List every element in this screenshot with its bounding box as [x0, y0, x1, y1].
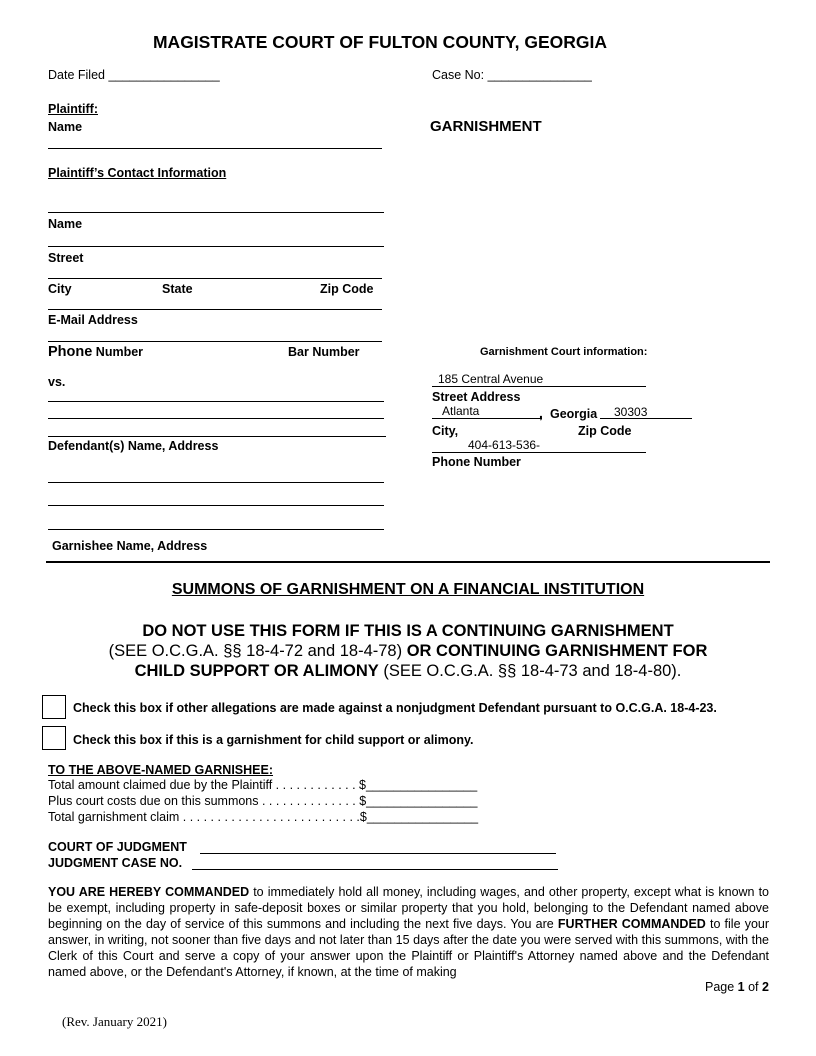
page-number: Page 1 of 2 [705, 980, 769, 994]
warning-line-2: (SEE O.C.G.A. §§ 18-4-72 and 18-4-78) OR CONTINUING GARNISHMENT FOR [108, 642, 708, 660]
defendant-line-1[interactable] [48, 401, 384, 402]
email-label: E-Mail Address [48, 313, 138, 327]
date-filed: Date Filed ________________ [48, 68, 220, 82]
court-street-value: 185 Central Avenue [438, 372, 544, 386]
street-field[interactable] [48, 246, 384, 247]
court-info-heading: Garnishment Court information: [480, 346, 648, 358]
court-phone-value: 404-613-536- [468, 438, 541, 452]
city-label: City [48, 282, 72, 296]
zip-label: Zip Code [320, 282, 374, 296]
court-title: MAGISTRATE COURT OF FULTON COUNTY, GEORGIA [152, 32, 608, 52]
defendant-label: Defendant(s) Name, Address [48, 439, 219, 453]
court-zip-label: Zip Code [578, 424, 632, 438]
warning-line-1: DO NOT USE THIS FORM IF THIS IS A CONTINUING GARNISHMENT [142, 622, 674, 640]
command-paragraph: YOU ARE HEREBY COMMANDED to immediately hold all money, including wages, and other property, except what is known to be exempt, including property in safe-deposit boxes or similar property that you hold, belonging to the Defendant named above beginning on the day of service of this summons and including the next five days. You are FURTHER COMMANDED to file your answer, in writing, not sooner than five days and not later than 15 days after the date you were served with this summons, with the Clerk of this Court and serve a copy of your answer upon the Plaintiff or Plaintiff's Attorney named above and the Defendant named above, or the Defendant's Attorney, if known, at the time of making [48, 885, 770, 979]
garnishee-line-2[interactable] [48, 505, 384, 506]
court-of-judgment-field[interactable] [200, 853, 556, 854]
court-city-line [432, 418, 542, 419]
vs-label: vs. [48, 375, 66, 389]
revision-note: (Rev. January 2021) [62, 1014, 167, 1029]
nonjudgment-defendant-checkbox[interactable] [42, 695, 66, 719]
nonjudgment-checkbox-label: Check this box if other allegations are made against a nonjudgment Defendant pursuant to O.C.G.A. 18-4-23. [73, 701, 717, 715]
street-label: Street [48, 251, 84, 265]
state-label: State [162, 282, 193, 296]
plaintiff-name-field[interactable] [48, 148, 382, 149]
judgment-case-field[interactable] [192, 869, 558, 870]
city-state-zip-field[interactable] [48, 278, 382, 279]
phone-label: Phone Number [48, 344, 144, 360]
total-claim-line: Total garnishment claim . . . . . . . . . . . . . . . . . . . . . . . . . .$________________ [48, 810, 479, 824]
email-field[interactable] [48, 309, 382, 310]
court-zip-value: 30303 [614, 405, 648, 419]
contact-heading: Plaintiff’s Contact Information [48, 166, 227, 180]
defendant-line-3[interactable] [48, 436, 386, 437]
bar-number-label: Bar Number [288, 345, 360, 359]
contact-name-field[interactable] [48, 212, 384, 213]
amount-claimed-line: Total amount claimed due by the Plaintiff . . . . . . . . . . . . $________________ [48, 778, 478, 792]
garnishee-label: Garnishee Name, Address [52, 539, 208, 553]
garnishee-line-3[interactable] [48, 529, 384, 530]
case-number: Case No: _______________ [432, 68, 592, 82]
phone-bar-field[interactable] [48, 341, 382, 342]
judgment-case-label: JUDGMENT CASE NO. [48, 856, 183, 870]
contact-name-label: Name [48, 217, 83, 231]
summons-title: SUMMONS OF GARNISHMENT ON A FINANCIAL INSTITUTION [171, 581, 645, 598]
child-support-checkbox[interactable] [42, 726, 66, 750]
defendant-line-2[interactable] [48, 418, 384, 419]
court-city-value: Atlanta [442, 404, 480, 418]
plaintiff-name-label: Name [48, 120, 83, 134]
court-costs-line: Plus court costs due on this summons . . . . . . . . . . . . . . $________________ [48, 794, 478, 808]
court-of-judgment-label: COURT OF JUDGMENT [48, 840, 187, 854]
court-city-label: City, [432, 424, 459, 438]
garnishee-line-1[interactable] [48, 482, 384, 483]
court-street-line [432, 386, 646, 387]
warning-line-3: CHILD SUPPORT OR ALIMONY (SEE O.C.G.A. §§ 18-4-73 and 18-4-80). [134, 662, 682, 680]
court-state: Georgia [550, 407, 598, 421]
section-divider [46, 561, 770, 563]
plaintiff-heading: Plaintiff: [48, 102, 98, 116]
form-type: GARNISHMENT [430, 118, 542, 135]
court-phone-label: Phone Number [432, 455, 521, 469]
court-phone-line [432, 452, 646, 453]
garnishee-section-heading: TO THE ABOVE-NAMED GARNISHEE: [48, 763, 274, 777]
child-support-checkbox-label: Check this box if this is a garnishment for child support or alimony. [73, 733, 474, 747]
comma: , [539, 405, 543, 421]
court-street-label: Street Address [432, 390, 521, 404]
